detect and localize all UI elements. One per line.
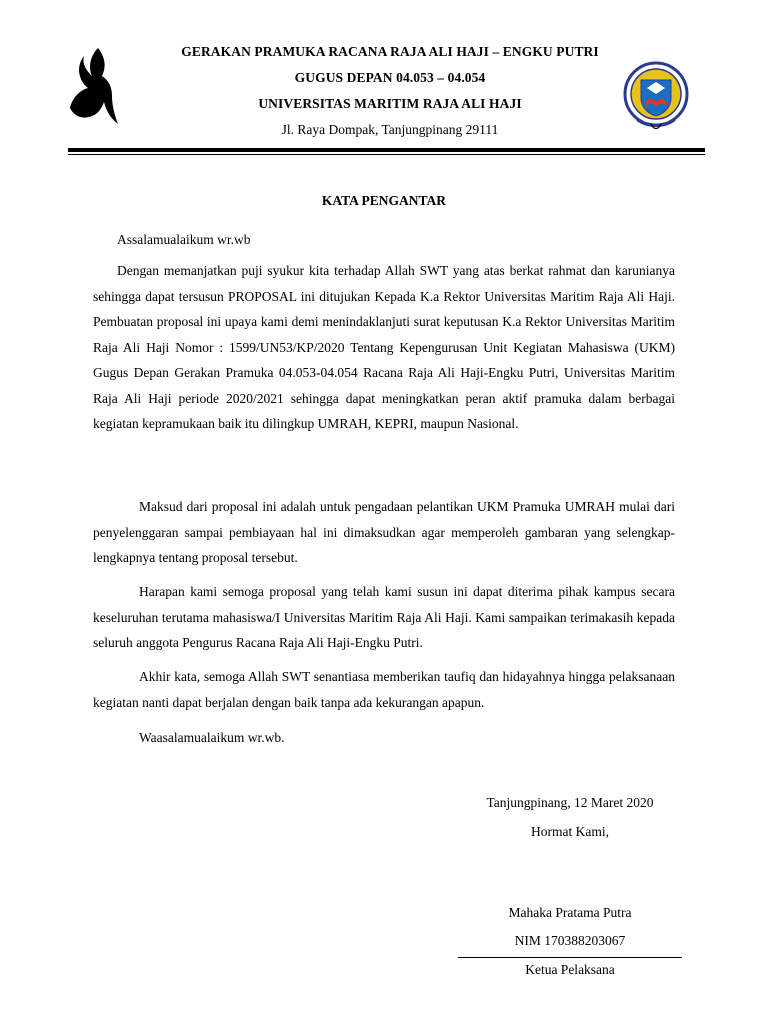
letterhead-rule-thin — [68, 154, 705, 155]
paragraph-2: Maksud dari proposal ini adalah untuk pengadaan pelantikan UKM Pramuka UMRAH mulai dari penyelenggaran sampai pembiayaan hal ini dimaksudkan agar memperoleh gambaran yang selengkap-lengkapnya tentang proposal tersebut. — [93, 499, 675, 565]
letterhead-organization: GERAKAN PRAMUKA RACANA RAJA ALI HAJI – ENGKU PUTRI — [181, 44, 599, 59]
signature-greeting: Hormat Kami, — [531, 824, 609, 839]
paragraph-3: Harapan kami semoga proposal yang telah kami susun ini dapat diterima pihak kampus secara keseluruhan terutama mahasiswa/I Universitas Maritim Raja Ali Haji. Kami sampaikan terimakasih kepada seluruh anggota Pengurus Racana Raja Ali Haji-Engku Putri. — [93, 584, 675, 650]
document-title: KATA PENGANTAR — [321, 193, 447, 208]
signature-line — [458, 957, 682, 958]
letterhead — [0, 0, 768, 160]
letterhead-rule-thick — [68, 148, 705, 152]
letterhead-address: Jl. Raya Dompak, Tanjungpinang 29111 — [281, 122, 499, 137]
paragraph-4: Akhir kata, semoga Allah SWT senantiasa memberikan taufiq dan hidayahnya hingga pelaksanaan kegiatan nanti dapat berjalan dengan baik tanpa ada kekurangan apapun. — [93, 669, 675, 710]
tunas-kelapa-pramuka-icon — [68, 46, 120, 126]
salam-opening: Assalamualaikum wr.wb — [117, 232, 251, 247]
university-emblem-icon — [623, 58, 689, 134]
letterhead-gugus-depan: GUGUS DEPAN 04.053 – 04.054 — [294, 70, 486, 85]
salam-closing: Waasalamualaikum wr.wb. — [139, 730, 285, 745]
signature-nim: NIM 170388203067 — [514, 933, 626, 948]
signature-name: Mahaka Pratama Putra — [508, 905, 632, 920]
letterhead-university: UNIVERSITAS MARITIM RAJA ALI HAJI — [258, 96, 522, 111]
signature-place-date: Tanjungpinang, 12 Maret 2020 — [486, 795, 654, 810]
paragraph-1: Dengan memanjatkan puji syukur kita terhadap Allah SWT yang atas berkat rahmat dan karunianya sehingga dapat tersusun PROPOSAL ini ditujukan Kepada K.a Rektor Universitas Maritim Raja Ali Haji. Pembuatan proposal ini upaya kami demi menindaklanjuti surat keputusan K.a Rektor Universitas Maritim Raja Ali Haji Nomor : 1599/UN53/KP/2020 Tentang Kepengurusan Unit Kegiatan Mahasiswa (UKM) Gugus Depan Gerakan Pramuka 04.053-04.054 Racana Raja Ali Haji-Engku Putri, Universitas Maritim Raja Ali Haji periode 2020/2021 sehingga dapat meningkatkan peran aktif pramuka dalam berbagai kegiatan kepramukaan baik itu dilingkup UMRAH, KEPRI, maupun Nasional. — [93, 263, 675, 431]
signature-role: Ketua Pelaksana — [525, 962, 615, 977]
